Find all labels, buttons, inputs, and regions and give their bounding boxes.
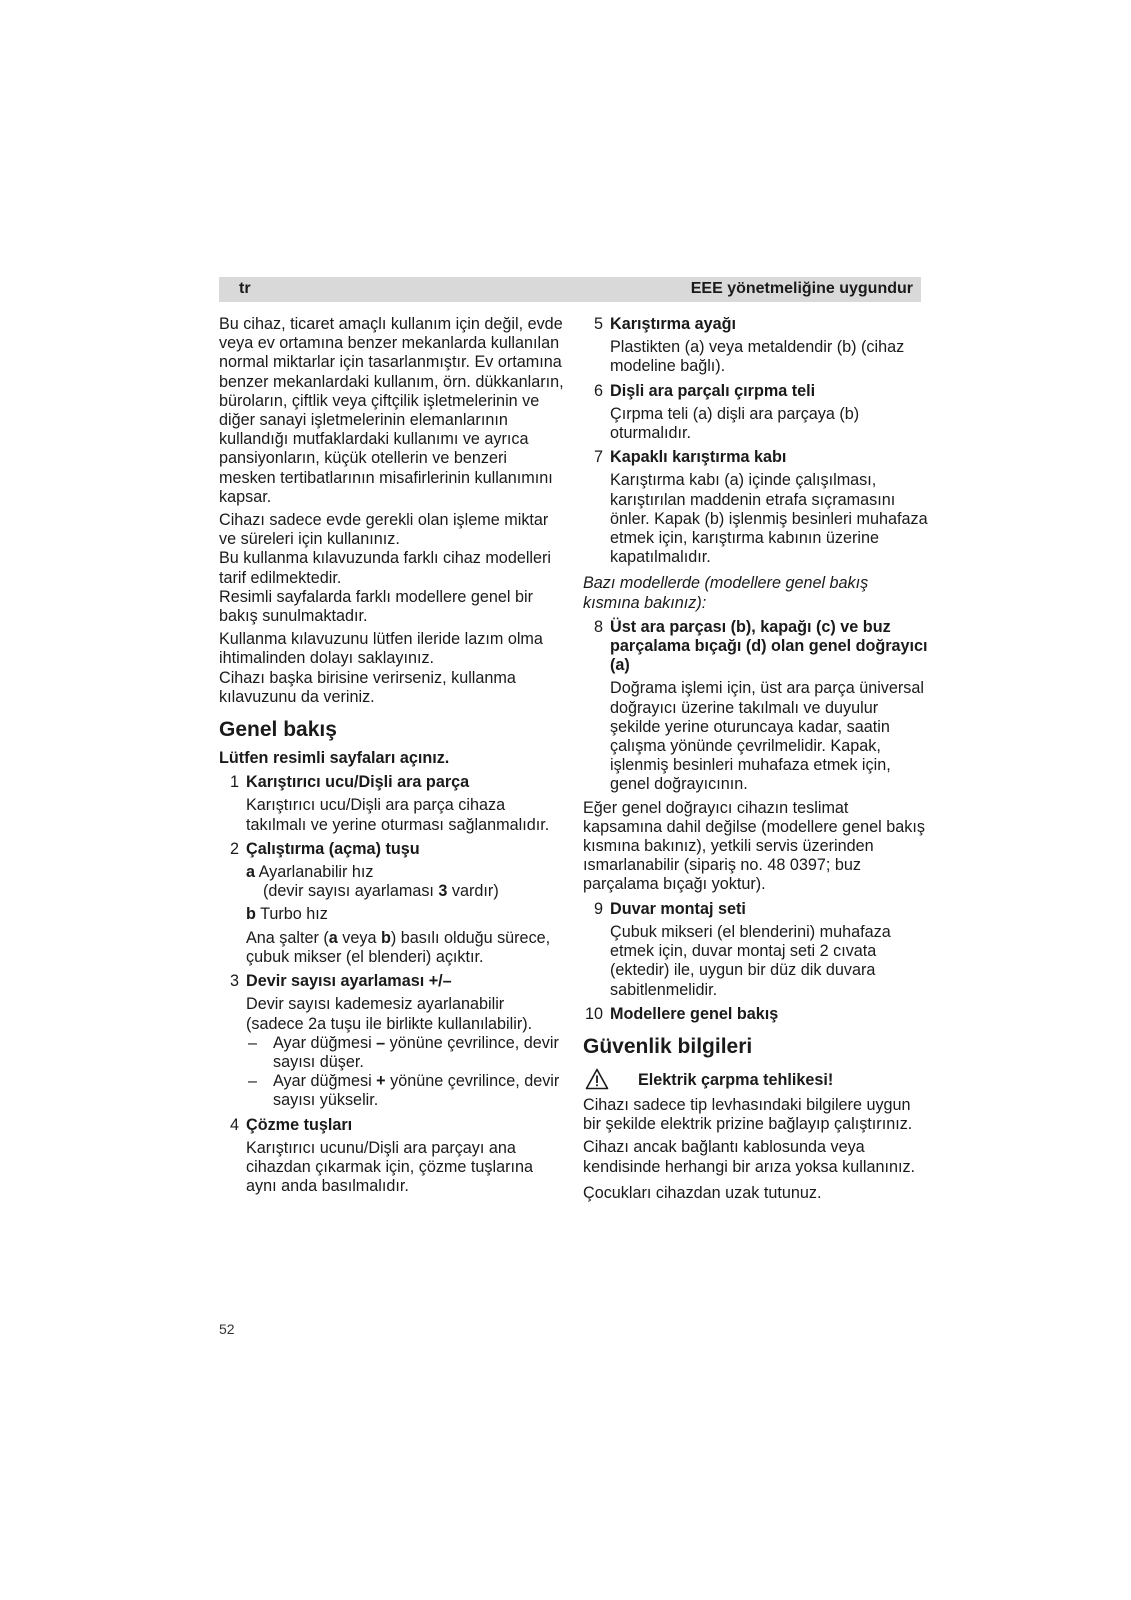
option-label: b bbox=[246, 905, 256, 924]
intro-paragraph: Bu cihaz, ticaret amaçlı kullanım için değil, evde veya ev ortamına benzer mekanlarda kullanılan normal miktarlar için tasarlanmıştır. Ev ortamına benzer mekanlardaki kullanım, örn. dükkanların, büroların, çiftlik veya çiftçilik işletmelerinin ve diğer sanayi işletmelerinin elemanlarının kullandığı mutfaklardaki kullanımı ve ayrıca pansiyonların, küçük otellerin ve benzeri mesken tertibatlarının misafirlerinin kullanımını kapsar. bbox=[219, 315, 564, 506]
overview-subheading: Lütfen resimli sayfaları açınız. bbox=[219, 749, 450, 768]
left-column bbox=[219, 315, 564, 1196]
page-number: 52 bbox=[219, 1321, 235, 1337]
language-code: tr bbox=[239, 280, 251, 297]
item-text: Plastikten (a) veya metaldendir (b) (cihaz modeline bağlı). bbox=[610, 338, 905, 376]
dash-item: – Ayar düğmesi + yönüne çevrilince, devir sayısı yükselir. bbox=[248, 1072, 560, 1110]
item-text: Karıştırıcı ucu/Dişli ara parça cihaza takılmalı ve yerine oturması sağlanmalıdır. bbox=[246, 796, 550, 834]
option-text: Ayarlanabilir hız bbox=[258, 863, 374, 882]
list-item bbox=[219, 972, 564, 1110]
item-text: Çubuk mikseri (el blenderini) muhafaza etmek için, duvar montaj seti 2 cıvata (ektedir) ile, uygun bir düz dik duvara sabitlenmelidir. bbox=[610, 922, 891, 999]
item-title: Çalıştırma (açma) tuşu bbox=[246, 839, 420, 858]
intro-paragraph: Cihazı başka birisine verirseniz, kullanma kılavuzunu da veriniz. bbox=[219, 668, 516, 706]
intro-paragraph: Cihazı sadece evde gerekli olan işleme miktar ve süreleri için kullanınız. bbox=[219, 511, 549, 549]
chopper-note: Eğer genel doğrayıcı cihazın teslimat kapsamına dahil değilse (modellere genel bakış kısmına bakınız), yetkili servis üzerinden ısmarlanabilir (sipariş no. 48 0397; buz parçalama bıçağı yoktur). bbox=[583, 798, 925, 894]
safety-paragraph: Cihazı ancak bağlantı kablosunda veya kendisinde herhangi bir arıza yoksa kullanınız. bbox=[583, 1138, 916, 1176]
item-number: 2 bbox=[229, 839, 239, 858]
header-bar bbox=[219, 277, 921, 302]
safety-heading: Güvenlik bilgileri bbox=[583, 1034, 753, 1058]
item-title: Devir sayısı ayarlaması +/– bbox=[246, 972, 452, 991]
warning-line bbox=[583, 1068, 928, 1092]
list-item bbox=[583, 315, 928, 377]
option-text: Turbo hız bbox=[260, 905, 328, 924]
list-item bbox=[583, 1005, 928, 1024]
compliance-note: EEE yönetmeliğine uygundur bbox=[690, 280, 913, 297]
item-text: Doğrama işlemi için, üst ara parça üniversal doğrayıcı üzerine takılmalı ve duyulur şekilde yerine oturuncaya kadar, saatin çalışma yönünde çevrilmelidir. Kapak, işlenmiş besinleri muhafaza etmek için, genel doğrayıcının. bbox=[610, 679, 924, 794]
item-number: 3 bbox=[229, 972, 239, 991]
option-a-detail: (devir sayısı ayarlaması 3 vardır) bbox=[263, 882, 499, 901]
warning-triangle-icon bbox=[585, 1068, 609, 1097]
list-item bbox=[583, 448, 928, 567]
intro-paragraph: Resimli sayfalarda farklı modellere genel bir bakış sunulmaktadır. bbox=[219, 587, 533, 626]
intro-paragraph: Kullanma kılavuzunu lütfen ileride lazım olma ihtimalinden dolayı saklayınız. bbox=[219, 630, 543, 668]
item-title: Çözme tuşları bbox=[246, 1115, 353, 1134]
item-text: Çırpma teli (a) dişli ara parçaya (b) oturmalıdır. bbox=[610, 404, 860, 443]
item-title: Modellere genel bakış bbox=[610, 1004, 779, 1023]
safety-paragraph: Cihazı sadece tip levhasındaki bilgilere uygun bir şekilde elektrik prizine bağlayıp çalıştırınız. bbox=[583, 1095, 913, 1134]
overview-heading: Genel bakış bbox=[219, 718, 337, 742]
list-item bbox=[583, 618, 928, 795]
item-title: Üst ara parçası (b), kapağı (c) ve buz parçalama bıçağı (d) olan genel doğrayıcı (a) bbox=[610, 617, 928, 675]
item-title: Kapaklı karıştırma kabı bbox=[610, 448, 787, 467]
option-label: a bbox=[246, 863, 256, 882]
option-b bbox=[246, 905, 564, 924]
list-item bbox=[219, 840, 564, 967]
item-text: Karıştırma kabı (a) içinde çalışılması, karıştırılan maddenin etrafa sıçramasını önler. Kapak (b) işlenmiş besinleri muhafaza etmek için, karıştırma kabının üzerine kapatılmalıdır. bbox=[610, 471, 928, 567]
right-column bbox=[583, 315, 928, 1203]
item-number: 10 bbox=[584, 1004, 603, 1023]
item-number: 7 bbox=[593, 448, 603, 467]
item-text: Devir sayısı kademesiz ayarlanabilir (sadece 2a tuşu ile birlikte kullanılabilir). bbox=[246, 995, 533, 1033]
list-item bbox=[219, 1116, 564, 1197]
switch-note: Ana şalter (a veya b) basılı olduğu sürece, çubuk mikser (el blenderi) açıktır. bbox=[246, 928, 551, 966]
item-number: 6 bbox=[593, 381, 603, 400]
option-a bbox=[246, 863, 564, 882]
warning-title: Elektrik çarpma tehlikesi! bbox=[638, 1070, 834, 1089]
models-note: Bazı modellerde (modellere genel bakış kısmına bakınız): bbox=[583, 574, 869, 612]
item-title: Duvar montaj seti bbox=[610, 899, 746, 918]
item-title: Karıştırıcı ucu/Dişli ara parça bbox=[246, 773, 470, 792]
item-title: Dişli ara parçalı çırpma teli bbox=[610, 381, 816, 400]
item-title: Karıştırma ayağı bbox=[610, 315, 736, 333]
dash-item: – Ayar düğmesi – yönüne çevrilince, devir sayısı düşer. bbox=[248, 1033, 559, 1071]
list-item bbox=[583, 900, 928, 1000]
item-number: 4 bbox=[229, 1115, 239, 1134]
safety-paragraph: Çocukları cihazdan uzak tutunuz. bbox=[583, 1183, 822, 1202]
item-number: 9 bbox=[593, 899, 603, 918]
item-number: 5 bbox=[593, 315, 603, 333]
item-number: 8 bbox=[593, 617, 603, 636]
item-number: 1 bbox=[229, 773, 239, 792]
intro-paragraph: Bu kullanma kılavuzunda farklı cihaz modelleri tarif edilmektedir. bbox=[219, 549, 552, 587]
list-item bbox=[583, 382, 928, 444]
item-text: Karıştırıcı ucunu/Dişli ara parçayı ana cihazdan çıkarmak için, çözme tuşlarına aynı anda basılmalıdır. bbox=[246, 1138, 533, 1196]
list-item bbox=[219, 773, 564, 835]
